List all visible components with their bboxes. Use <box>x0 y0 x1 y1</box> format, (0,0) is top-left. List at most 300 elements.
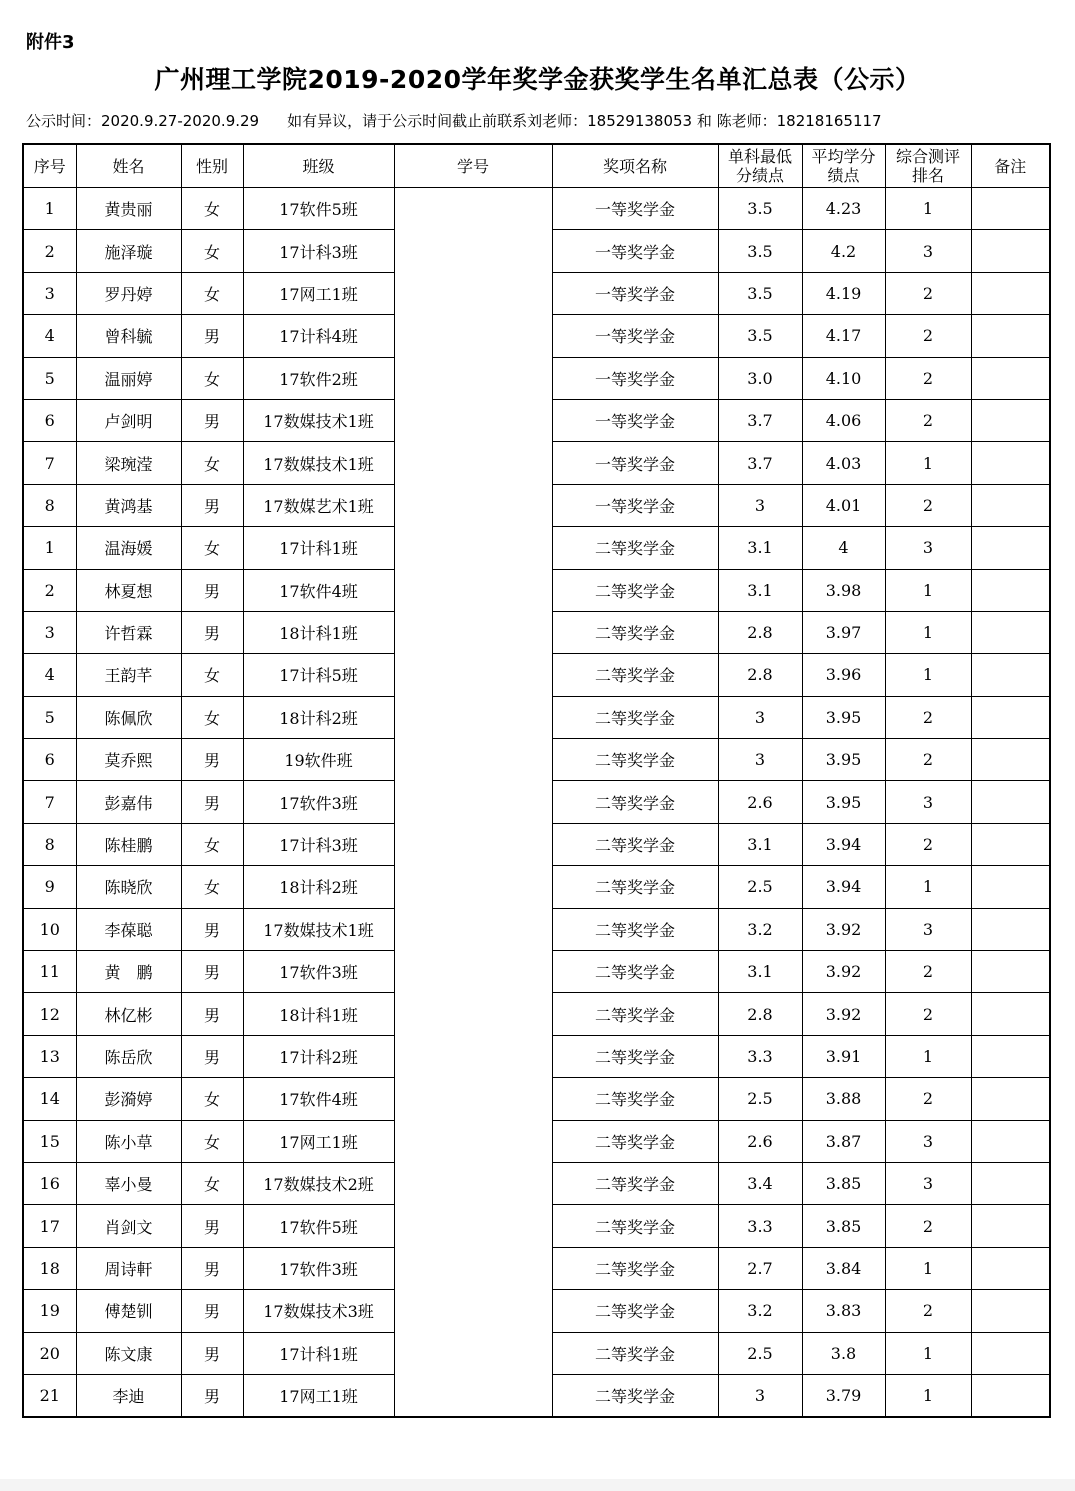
cell-class: 17数媒技术3班 <box>243 1290 394 1332</box>
cell-remarks <box>971 696 1050 738</box>
cell-avg-score: 3.96 <box>802 654 885 696</box>
cell-award: 二等奖学金 <box>552 739 718 781</box>
cell-name: 梁琬滢 <box>76 442 181 484</box>
cell-student-id <box>394 1162 552 1204</box>
cell-min-score: 3 <box>718 1374 802 1417</box>
cell-class: 17软件3班 <box>243 951 394 993</box>
cell-rank: 3 <box>885 527 971 569</box>
page-title: 广州理工学院2019-2020学年奖学金获奖学生名单汇总表（公示） <box>154 65 921 94</box>
cell-gender: 男 <box>181 1374 243 1417</box>
cell-gender: 女 <box>181 230 243 272</box>
scholarship-table <box>22 143 1051 1418</box>
cell-rank: 2 <box>885 1290 971 1332</box>
table-row <box>23 908 1050 950</box>
table-row <box>23 739 1050 781</box>
cell-award: 二等奖学金 <box>552 1120 718 1162</box>
cell-rank: 2 <box>885 399 971 441</box>
cell-min-score: 3 <box>718 739 802 781</box>
cell-gender: 男 <box>181 1035 243 1077</box>
cell-avg-score: 4.2 <box>802 230 885 272</box>
cell-min-score: 2.7 <box>718 1247 802 1289</box>
cell-class: 17软件4班 <box>243 569 394 611</box>
table-row <box>23 1290 1050 1332</box>
cell-remarks <box>971 1374 1050 1417</box>
cell-remarks <box>971 993 1050 1035</box>
cell-rank: 1 <box>885 1374 971 1417</box>
cell-min-score: 3.7 <box>718 442 802 484</box>
cell-student-id <box>394 272 552 314</box>
table-row <box>23 1332 1050 1374</box>
cell-avg-score: 3.85 <box>802 1205 885 1247</box>
cell-avg-score: 3.95 <box>802 696 885 738</box>
cell-award: 二等奖学金 <box>552 1374 718 1417</box>
cell-class: 17网工1班 <box>243 1374 394 1417</box>
cell-class: 18计科2班 <box>243 696 394 738</box>
cell-class: 17计科5班 <box>243 654 394 696</box>
cell-avg-score: 3.88 <box>802 1078 885 1120</box>
cell-award: 二等奖学金 <box>552 866 718 908</box>
col-rank-line1: 综合测评 <box>895 147 960 166</box>
cell-student-id <box>394 654 552 696</box>
cell-avg-score: 3.8 <box>802 1332 885 1374</box>
table-row <box>23 357 1050 399</box>
attachment-label: 附件3 <box>26 32 75 53</box>
cell-remarks <box>971 230 1050 272</box>
notice-period: 公示时间：2020.9.27-2020.9.29 <box>26 112 260 130</box>
cell-seq: 5 <box>23 696 76 738</box>
cell-award: 二等奖学金 <box>552 1290 718 1332</box>
cell-avg-score: 4.01 <box>802 484 885 526</box>
cell-award: 一等奖学金 <box>552 442 718 484</box>
table-row <box>23 654 1050 696</box>
cell-seq: 3 <box>23 272 76 314</box>
cell-rank: 3 <box>885 781 971 823</box>
col-class-header: 班级 <box>243 144 394 188</box>
cell-remarks <box>971 1247 1050 1289</box>
cell-gender: 男 <box>181 1205 243 1247</box>
cell-remarks <box>971 866 1050 908</box>
cell-rank: 1 <box>885 1332 971 1374</box>
cell-avg-score: 4.06 <box>802 399 885 441</box>
cell-avg-score: 3.95 <box>802 781 885 823</box>
cell-name: 黄鸿基 <box>76 484 181 526</box>
cell-name: 温丽婷 <box>76 357 181 399</box>
cell-name: 曾科毓 <box>76 315 181 357</box>
cell-student-id <box>394 1247 552 1289</box>
cell-min-score: 3.1 <box>718 527 802 569</box>
cell-rank: 3 <box>885 1120 971 1162</box>
table-row <box>23 781 1050 823</box>
cell-name: 辜小曼 <box>76 1162 181 1204</box>
cell-remarks <box>971 1332 1050 1374</box>
cell-seq: 2 <box>23 569 76 611</box>
cell-student-id <box>394 569 552 611</box>
cell-rank: 1 <box>885 569 971 611</box>
cell-name: 温海媛 <box>76 527 181 569</box>
cell-gender: 女 <box>181 866 243 908</box>
cell-rank: 2 <box>885 1078 971 1120</box>
cell-student-id <box>394 866 552 908</box>
cell-seq: 18 <box>23 1247 76 1289</box>
cell-seq: 1 <box>23 188 76 230</box>
cell-gender: 男 <box>181 399 243 441</box>
cell-student-id <box>394 230 552 272</box>
cell-gender: 女 <box>181 442 243 484</box>
cell-min-score: 3.2 <box>718 908 802 950</box>
cell-gender: 女 <box>181 1120 243 1162</box>
cell-student-id <box>394 484 552 526</box>
cell-award: 二等奖学金 <box>552 781 718 823</box>
cell-min-score: 2.8 <box>718 611 802 653</box>
cell-avg-score: 3.84 <box>802 1247 885 1289</box>
cell-name: 肖剑文 <box>76 1205 181 1247</box>
cell-class: 17计科1班 <box>243 1332 394 1374</box>
cell-remarks <box>971 569 1050 611</box>
cell-rank: 2 <box>885 739 971 781</box>
cell-seq: 8 <box>23 823 76 865</box>
cell-class: 17数媒技术1班 <box>243 442 394 484</box>
cell-min-score: 3.4 <box>718 1162 802 1204</box>
cell-remarks <box>971 399 1050 441</box>
cell-award: 一等奖学金 <box>552 399 718 441</box>
table-row <box>23 1162 1050 1204</box>
cell-seq: 2 <box>23 230 76 272</box>
col-min-score-line2: 分绩点 <box>735 166 784 185</box>
cell-gender: 男 <box>181 1332 243 1374</box>
cell-name: 陈佩欣 <box>76 696 181 738</box>
table-row <box>23 484 1050 526</box>
table-row <box>23 1035 1050 1077</box>
cell-avg-score: 4.19 <box>802 272 885 314</box>
cell-avg-score: 3.83 <box>802 1290 885 1332</box>
cell-award: 一等奖学金 <box>552 484 718 526</box>
col-avg-score-line1: 平均学分 <box>811 147 876 166</box>
cell-gender: 女 <box>181 357 243 399</box>
cell-student-id <box>394 951 552 993</box>
table-row <box>23 188 1050 230</box>
cell-student-id <box>394 357 552 399</box>
cell-class: 17软件5班 <box>243 188 394 230</box>
cell-award: 二等奖学金 <box>552 611 718 653</box>
cell-name: 罗丹婷 <box>76 272 181 314</box>
cell-name: 黄贵丽 <box>76 188 181 230</box>
col-gender-header: 性别 <box>181 144 243 188</box>
col-rank-header <box>885 144 971 188</box>
cell-min-score: 3.5 <box>718 315 802 357</box>
cell-class: 17网工1班 <box>243 1120 394 1162</box>
cell-award: 一等奖学金 <box>552 188 718 230</box>
cell-remarks <box>971 1078 1050 1120</box>
cell-class: 17数媒技术1班 <box>243 908 394 950</box>
cell-remarks <box>971 611 1050 653</box>
cell-class: 17计科3班 <box>243 823 394 865</box>
cell-gender: 男 <box>181 611 243 653</box>
cell-rank: 2 <box>885 315 971 357</box>
cell-award: 二等奖学金 <box>552 1078 718 1120</box>
cell-award: 一等奖学金 <box>552 357 718 399</box>
cell-gender: 男 <box>181 484 243 526</box>
cell-name: 许哲霖 <box>76 611 181 653</box>
table-row <box>23 230 1050 272</box>
table-row <box>23 611 1050 653</box>
cell-student-id <box>394 442 552 484</box>
cell-avg-score: 3.91 <box>802 1035 885 1077</box>
cell-rank: 2 <box>885 484 971 526</box>
cell-avg-score: 3.92 <box>802 908 885 950</box>
table-row <box>23 272 1050 314</box>
cell-gender: 男 <box>181 993 243 1035</box>
cell-rank: 2 <box>885 357 971 399</box>
cell-student-id <box>394 993 552 1035</box>
table-row <box>23 993 1050 1035</box>
cell-remarks <box>971 654 1050 696</box>
cell-name: 彭嘉伟 <box>76 781 181 823</box>
cell-student-id <box>394 399 552 441</box>
cell-name: 李迪 <box>76 1374 181 1417</box>
cell-rank: 1 <box>885 188 971 230</box>
cell-rank: 2 <box>885 1205 971 1247</box>
cell-student-id <box>394 527 552 569</box>
cell-avg-score: 4.03 <box>802 442 885 484</box>
cell-award: 一等奖学金 <box>552 315 718 357</box>
cell-student-id <box>394 611 552 653</box>
table-row <box>23 399 1050 441</box>
cell-class: 17网工1班 <box>243 272 394 314</box>
cell-class: 17软件3班 <box>243 781 394 823</box>
cell-seq: 7 <box>23 781 76 823</box>
cell-student-id <box>394 315 552 357</box>
cell-name: 林夏想 <box>76 569 181 611</box>
cell-gender: 男 <box>181 951 243 993</box>
cell-name: 彭漪婷 <box>76 1078 181 1120</box>
cell-min-score: 3.1 <box>718 951 802 993</box>
cell-min-score: 2.8 <box>718 993 802 1035</box>
cell-avg-score: 4.17 <box>802 315 885 357</box>
cell-award: 一等奖学金 <box>552 230 718 272</box>
cell-gender: 男 <box>181 781 243 823</box>
cell-min-score: 3.5 <box>718 188 802 230</box>
cell-avg-score: 3.94 <box>802 823 885 865</box>
cell-name: 卢剑明 <box>76 399 181 441</box>
cell-avg-score: 4.23 <box>802 188 885 230</box>
cell-seq: 6 <box>23 399 76 441</box>
cell-rank: 2 <box>885 696 971 738</box>
cell-avg-score: 3.92 <box>802 951 885 993</box>
cell-student-id <box>394 188 552 230</box>
col-rank-line2: 排名 <box>911 166 944 185</box>
cell-class: 17软件4班 <box>243 1078 394 1120</box>
table-row <box>23 823 1050 865</box>
cell-name: 傅楚钏 <box>76 1290 181 1332</box>
cell-gender: 男 <box>181 908 243 950</box>
cell-remarks <box>971 908 1050 950</box>
cell-seq: 8 <box>23 484 76 526</box>
cell-remarks <box>971 951 1050 993</box>
cell-student-id <box>394 739 552 781</box>
cell-min-score: 2.8 <box>718 654 802 696</box>
cell-gender: 女 <box>181 527 243 569</box>
cell-gender: 女 <box>181 272 243 314</box>
cell-min-score: 3.3 <box>718 1035 802 1077</box>
table-row <box>23 1247 1050 1289</box>
cell-rank: 2 <box>885 951 971 993</box>
cell-remarks <box>971 1162 1050 1204</box>
cell-avg-score: 3.87 <box>802 1120 885 1162</box>
cell-award: 二等奖学金 <box>552 951 718 993</box>
cell-seq: 17 <box>23 1205 76 1247</box>
cell-class: 18计科1班 <box>243 993 394 1035</box>
cell-seq: 7 <box>23 442 76 484</box>
cell-name: 陈小草 <box>76 1120 181 1162</box>
cell-gender: 女 <box>181 696 243 738</box>
cell-remarks <box>971 781 1050 823</box>
cell-student-id <box>394 1290 552 1332</box>
cell-name: 莫乔熙 <box>76 739 181 781</box>
cell-rank: 1 <box>885 654 971 696</box>
cell-award: 二等奖学金 <box>552 696 718 738</box>
cell-seq: 19 <box>23 1290 76 1332</box>
cell-avg-score: 3.85 <box>802 1162 885 1204</box>
cell-class: 17软件2班 <box>243 357 394 399</box>
cell-class: 17计科4班 <box>243 315 394 357</box>
cell-min-score: 3.7 <box>718 399 802 441</box>
table-row <box>23 696 1050 738</box>
cell-avg-score: 3.92 <box>802 993 885 1035</box>
cell-name: 李葆聪 <box>76 908 181 950</box>
cell-remarks <box>971 823 1050 865</box>
col-min-score-line1: 单科最低 <box>727 147 792 166</box>
cell-award: 二等奖学金 <box>552 569 718 611</box>
cell-award: 二等奖学金 <box>552 1247 718 1289</box>
cell-class: 17数媒艺术1班 <box>243 484 394 526</box>
cell-remarks <box>971 272 1050 314</box>
cell-award: 二等奖学金 <box>552 654 718 696</box>
cell-class: 17数媒技术1班 <box>243 399 394 441</box>
cell-award: 二等奖学金 <box>552 1162 718 1204</box>
cell-student-id <box>394 1332 552 1374</box>
cell-remarks <box>971 1120 1050 1162</box>
cell-rank: 1 <box>885 866 971 908</box>
cell-student-id <box>394 1120 552 1162</box>
cell-min-score: 2.5 <box>718 866 802 908</box>
cell-min-score: 3.1 <box>718 569 802 611</box>
table-row <box>23 1374 1050 1417</box>
col-name-header: 姓名 <box>76 144 181 188</box>
cell-student-id <box>394 1205 552 1247</box>
cell-award: 二等奖学金 <box>552 1035 718 1077</box>
col-remarks-header: 备注 <box>971 144 1050 188</box>
cell-seq: 10 <box>23 908 76 950</box>
cell-min-score: 2.5 <box>718 1332 802 1374</box>
col-student-id-header: 学号 <box>394 144 552 188</box>
cell-name: 陈文康 <box>76 1332 181 1374</box>
table-row <box>23 1120 1050 1162</box>
cell-min-score: 3 <box>718 484 802 526</box>
cell-seq: 15 <box>23 1120 76 1162</box>
cell-min-score: 3.3 <box>718 1205 802 1247</box>
col-avg-score-header <box>802 144 885 188</box>
cell-avg-score: 3.94 <box>802 866 885 908</box>
table-row <box>23 951 1050 993</box>
cell-remarks <box>971 484 1050 526</box>
cell-min-score: 3.5 <box>718 230 802 272</box>
cell-seq: 9 <box>23 866 76 908</box>
cell-remarks <box>971 442 1050 484</box>
cell-gender: 男 <box>181 1290 243 1332</box>
table-row <box>23 866 1050 908</box>
table-row <box>23 569 1050 611</box>
cell-gender: 女 <box>181 188 243 230</box>
col-award-header: 奖项名称 <box>552 144 718 188</box>
cell-rank: 1 <box>885 1247 971 1289</box>
cell-rank: 1 <box>885 442 971 484</box>
page-footer-strip <box>0 1479 1075 1491</box>
cell-name: 林亿彬 <box>76 993 181 1035</box>
cell-gender: 男 <box>181 1247 243 1289</box>
cell-avg-score: 4 <box>802 527 885 569</box>
cell-student-id <box>394 696 552 738</box>
cell-name: 陈岳欣 <box>76 1035 181 1077</box>
cell-gender: 男 <box>181 739 243 781</box>
cell-remarks <box>971 1290 1050 1332</box>
cell-min-score: 2.5 <box>718 1078 802 1120</box>
cell-student-id <box>394 1374 552 1417</box>
cell-seq: 21 <box>23 1374 76 1417</box>
cell-min-score: 3 <box>718 696 802 738</box>
cell-rank: 2 <box>885 993 971 1035</box>
cell-min-score: 2.6 <box>718 781 802 823</box>
table-row <box>23 1078 1050 1120</box>
cell-gender: 男 <box>181 569 243 611</box>
cell-rank: 2 <box>885 823 971 865</box>
cell-rank: 1 <box>885 611 971 653</box>
cell-avg-score: 4.10 <box>802 357 885 399</box>
cell-seq: 11 <box>23 951 76 993</box>
cell-gender: 女 <box>181 1162 243 1204</box>
cell-award: 二等奖学金 <box>552 1332 718 1374</box>
cell-class: 18计科1班 <box>243 611 394 653</box>
notice-contact: 如有异议，请于公示时间截止前联系刘老师：18529138053 和 陈老师：18218165117 <box>287 112 882 130</box>
cell-seq: 20 <box>23 1332 76 1374</box>
cell-award: 二等奖学金 <box>552 993 718 1035</box>
cell-student-id <box>394 1035 552 1077</box>
table-row <box>23 315 1050 357</box>
cell-remarks <box>971 739 1050 781</box>
notice-line <box>26 110 882 131</box>
table-header-row <box>23 144 1050 188</box>
cell-name: 陈晓欣 <box>76 866 181 908</box>
cell-remarks <box>971 527 1050 569</box>
table-row <box>23 442 1050 484</box>
cell-class: 17软件5班 <box>243 1205 394 1247</box>
table-body <box>23 188 1050 1418</box>
cell-class: 17计科1班 <box>243 527 394 569</box>
cell-gender: 女 <box>181 1078 243 1120</box>
cell-min-score: 3.2 <box>718 1290 802 1332</box>
cell-award: 一等奖学金 <box>552 272 718 314</box>
cell-award: 二等奖学金 <box>552 823 718 865</box>
cell-remarks <box>971 315 1050 357</box>
cell-class: 18计科2班 <box>243 866 394 908</box>
cell-name: 陈桂鹏 <box>76 823 181 865</box>
cell-avg-score: 3.95 <box>802 739 885 781</box>
cell-name: 周诗軒 <box>76 1247 181 1289</box>
cell-min-score: 3.5 <box>718 272 802 314</box>
cell-gender: 女 <box>181 823 243 865</box>
cell-class: 17软件3班 <box>243 1247 394 1289</box>
cell-remarks <box>971 357 1050 399</box>
cell-seq: 1 <box>23 527 76 569</box>
